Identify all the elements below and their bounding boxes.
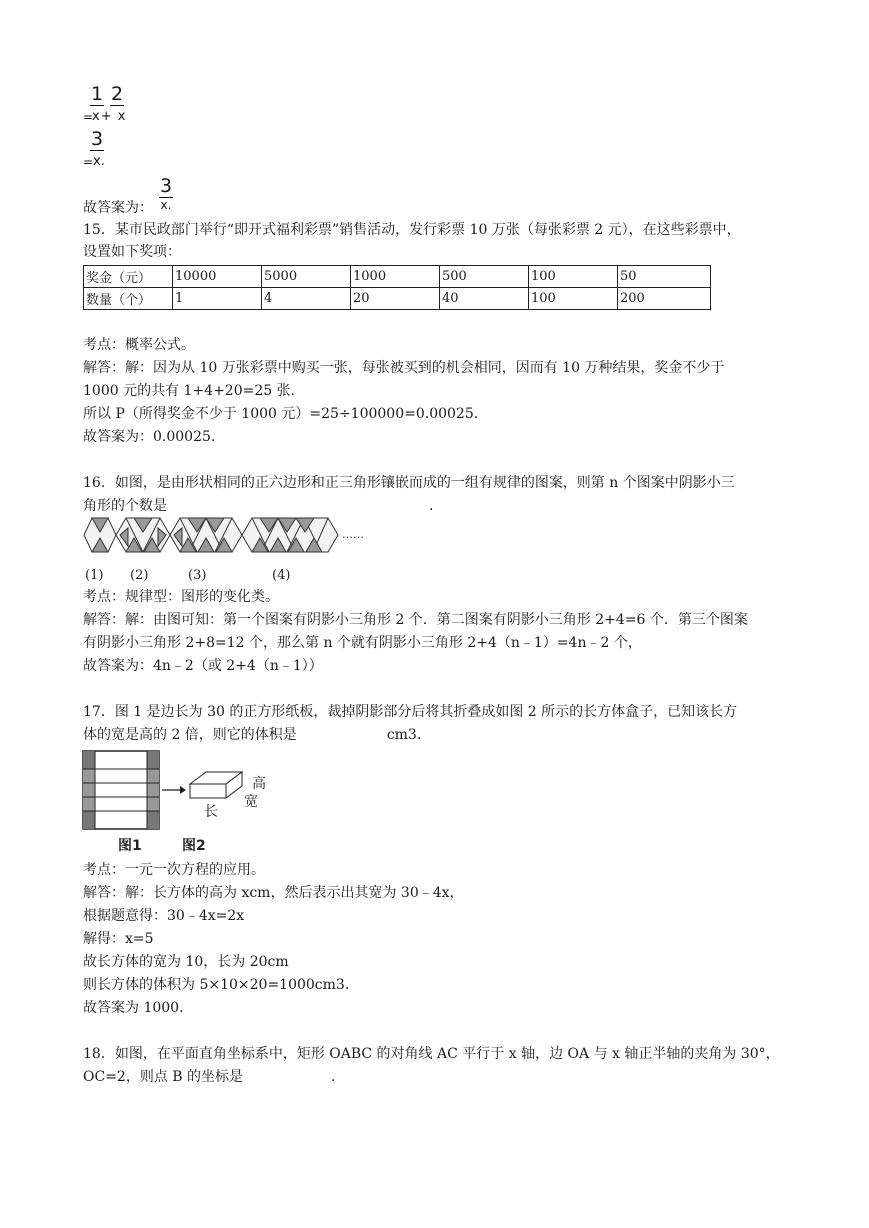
q16-kaodian: 考点：规律型：图形的变化类。 bbox=[83, 589, 279, 605]
q16-text-line bbox=[83, 496, 433, 516]
pattern-3 bbox=[170, 518, 242, 552]
figure-label-2: (2) bbox=[130, 568, 149, 583]
fraction-three bbox=[90, 129, 104, 152]
cut-corner bbox=[83, 811, 95, 829]
hexagon-pattern-figure bbox=[80, 516, 380, 586]
label-chang: 长 bbox=[204, 804, 218, 820]
table-cell: 100 bbox=[529, 266, 618, 288]
q15-solution-line: 解答：解：因为从 10 万张彩票中购买一张，每张被买到的机会相同，因而有 10 万种结果，奖金不少于 bbox=[83, 360, 725, 376]
figure-label-3: (3) bbox=[188, 568, 207, 583]
table-cell: 500 bbox=[440, 266, 529, 288]
cut-corner bbox=[147, 751, 159, 769]
fraction-bar bbox=[110, 105, 124, 106]
math-denominator-row: x. bbox=[93, 154, 105, 169]
q18-prompt: OC=2，则点 B 的坐标是 bbox=[83, 1069, 244, 1085]
figure-label-1: (1) bbox=[85, 568, 104, 583]
math-equals: = bbox=[83, 110, 94, 124]
q17-prompt: 体的宽是高的 2 倍，则它的体积是 bbox=[83, 727, 297, 743]
table-cell: 10000 bbox=[173, 266, 262, 288]
table-cell: 200 bbox=[618, 288, 711, 310]
q16-solution-line: 解答：解：由图可知：第一个图案有阴影小三角形 2 个．第二图案有阴影小三角形 2+4=6 个．第三个图案 bbox=[83, 612, 748, 628]
q18-text-line: 18．如图，在平面直角坐标系中，矩形 OABC 的对角线 AC 平行于 x 轴，边 OA 与 x 轴正半轴的夹角为 30°， bbox=[83, 1046, 780, 1062]
cut-side bbox=[83, 769, 95, 811]
table-cell: 50 bbox=[618, 266, 711, 288]
period: . bbox=[429, 498, 434, 514]
cut-corner bbox=[147, 811, 159, 829]
math-equals: = bbox=[83, 155, 94, 169]
q16-solution-line: 有阴影小三角形 2+8=12 个，那么第 n 个就有阴影小三角形 2+4（n﹣1）=4n﹣2 个， bbox=[83, 635, 642, 651]
q17-kaodian: 考点：一元一次方程的应用。 bbox=[83, 862, 265, 878]
fraction-answer bbox=[159, 176, 173, 212]
q17-text-line bbox=[83, 725, 421, 745]
q18-text-line bbox=[83, 1067, 335, 1087]
fraction-numerator: 3 bbox=[159, 175, 173, 197]
table-cell: 4 bbox=[262, 288, 351, 310]
table-cell: 奖金（元） bbox=[84, 266, 173, 288]
math-denominator-row: x+ x bbox=[92, 109, 127, 124]
q15-solution-line: 1000 元的共有 1+4+20=25 张. bbox=[83, 383, 296, 399]
q17-solution-line: 解答：解：长方体的高为 xcm，然后表示出其宽为 30﹣4x， bbox=[83, 885, 464, 901]
label-gao: 高 bbox=[252, 776, 266, 792]
q17-solution-line: 根据题意得：30﹣4x=2x bbox=[83, 908, 245, 924]
box-front bbox=[190, 784, 226, 798]
q17-solution-line: 解得：x=5 bbox=[83, 931, 154, 947]
q17-text-line: 17．图 1 是边长为 30 的正方形纸板，裁掉阴影部分后将其折叠成如图 2 所示的长方体盒子，已知该长方 bbox=[83, 704, 738, 720]
q17-solution-line: 则长方体的体积为 5×10×20=1000cm3. bbox=[83, 977, 350, 993]
cut-side bbox=[147, 769, 159, 811]
pattern-2 bbox=[116, 518, 170, 552]
figure-label-4: (4) bbox=[272, 568, 291, 583]
prize-table bbox=[83, 265, 711, 310]
table-cell: 100 bbox=[529, 288, 618, 310]
box-net-figure bbox=[82, 750, 282, 860]
label-kuan: 宽 bbox=[244, 794, 258, 810]
table-cell: 1000 bbox=[351, 266, 440, 288]
table-cell: 1 bbox=[173, 288, 262, 310]
q15-answer: 故答案为：0.00025. bbox=[83, 429, 216, 445]
pattern-1 bbox=[84, 518, 116, 552]
table-row bbox=[84, 266, 711, 288]
fraction-numerator: 1 bbox=[90, 83, 104, 105]
table-cell: 数量（个） bbox=[84, 288, 173, 310]
fraction-bar bbox=[90, 150, 104, 151]
unit: cm3. bbox=[386, 727, 422, 743]
answer-text: 故答案为： bbox=[83, 200, 153, 216]
fraction-denominator: x. bbox=[160, 198, 172, 212]
fraction-two bbox=[110, 84, 124, 107]
q15-solution-line: 所以 P（所得奖金不少于 1000 元）=25÷100000=0.00025. bbox=[83, 406, 479, 422]
fraction-numerator: 2 bbox=[110, 83, 124, 105]
q16-text-line: 16．如图，是由形状相同的正六边形和正三角形镶嵌而成的一组有规律的图案，则第 n 个图案中阴影小三 bbox=[83, 475, 735, 491]
table-cell: 5000 bbox=[262, 266, 351, 288]
cut-corner bbox=[83, 751, 95, 769]
ellipsis: …… bbox=[342, 528, 364, 541]
q15-text-line: 15．某市民政部门举行“即开式福利彩票”销售活动，发行彩票 10 万张（每张彩票 2 元），在这些彩票中， bbox=[83, 222, 741, 238]
period: . bbox=[331, 1069, 336, 1085]
table-cell: 20 bbox=[351, 288, 440, 310]
q15-text-line: 设置如下奖项： bbox=[83, 244, 181, 260]
table-cell: 40 bbox=[440, 288, 529, 310]
q17-answer: 故答案为 1000. bbox=[83, 1000, 184, 1016]
q17-solution-line: 故长方体的宽为 10，长为 20cm bbox=[83, 954, 289, 970]
fraction-numerator: 3 bbox=[90, 128, 104, 150]
fraction-bar bbox=[90, 105, 104, 106]
q16-prompt: 角形的个数是 bbox=[83, 498, 167, 514]
table-row bbox=[84, 288, 711, 310]
fig2-label: 图2 bbox=[182, 838, 206, 854]
pattern-4 bbox=[242, 518, 338, 552]
q15-kaodian: 考点：概率公式。 bbox=[83, 337, 195, 353]
q16-answer: 故答案为：4n﹣2（或 2+4（n﹣1）） bbox=[83, 658, 323, 674]
fig1-label: 图1 bbox=[118, 838, 142, 854]
fraction-one bbox=[90, 84, 104, 107]
